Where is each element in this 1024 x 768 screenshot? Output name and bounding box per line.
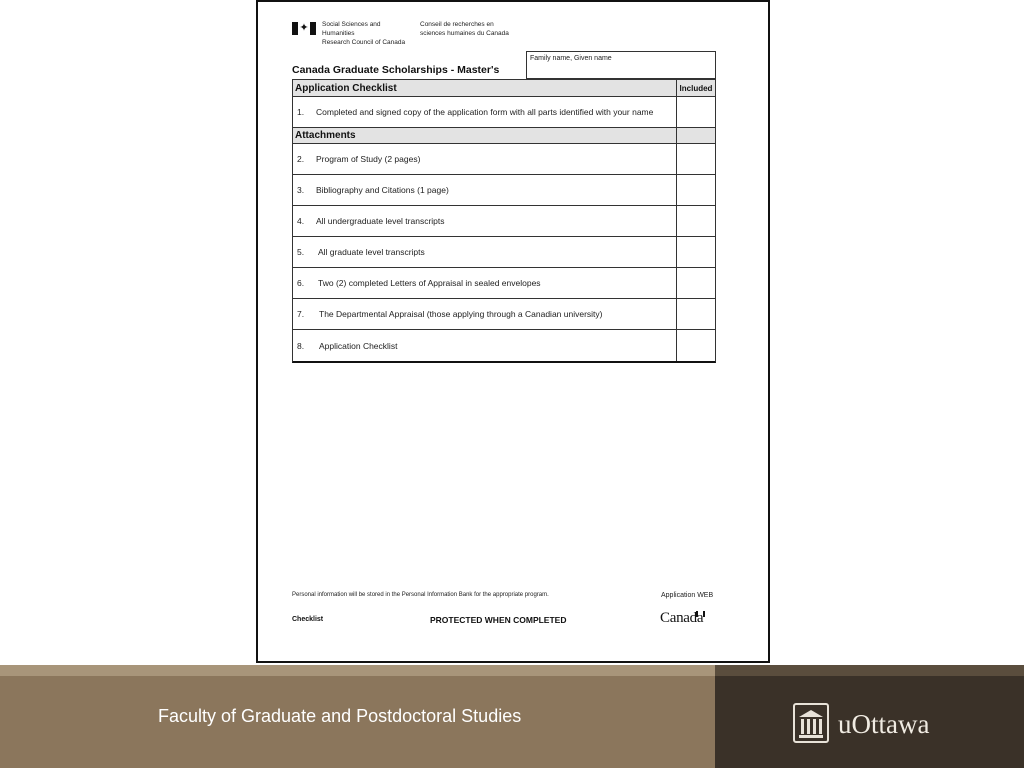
mini-flag-icon	[696, 611, 705, 617]
item-number: 4.	[297, 216, 305, 226]
faculty-name: Faculty of Graduate and Postdoctoral Studies	[158, 706, 522, 726]
footer-logo-band-accent	[715, 665, 1024, 676]
protected-notice: PROTECTED WHEN COMPLETED	[430, 615, 567, 625]
privacy-note: Personal information will be stored in the Personal Information Bank for the appropriate program.	[292, 592, 549, 598]
checklist-table	[292, 79, 716, 363]
agency-name-en	[322, 20, 414, 47]
form-name: Checklist	[292, 616, 324, 623]
item-text: Two (2) completed Letters of Appraisal in sealed envelopes	[318, 278, 541, 288]
item-number: 1.	[297, 107, 305, 117]
included-checkbox[interactable]	[676, 299, 715, 329]
item-number: 2.	[297, 154, 305, 164]
checklist-item	[293, 97, 715, 128]
application-web-label: Application WEB	[661, 592, 714, 599]
included-checkbox[interactable]	[676, 175, 715, 205]
scanned-document	[256, 0, 770, 663]
item-text: All graduate level transcripts	[318, 247, 425, 257]
checklist-item	[293, 268, 715, 299]
checklist-header-row	[293, 80, 715, 97]
included-checkbox[interactable]	[676, 206, 715, 236]
item-text: All undergraduate level transcripts	[316, 216, 445, 226]
document-title: Canada Graduate Scholarships - Master's	[292, 64, 500, 76]
item-number: 6.	[297, 278, 305, 288]
canada-wordmark	[660, 610, 703, 627]
included-checkbox[interactable]	[676, 330, 715, 361]
agency-fr-line2: sciences humaines du Canada	[420, 30, 509, 37]
name-field-label: Family name, Given name	[530, 55, 612, 62]
canada-flag-icon: ✦	[292, 22, 316, 35]
item-number: 8.	[297, 340, 305, 351]
checklist-item	[293, 299, 715, 330]
item-text: Bibliography and Citations (1 page)	[316, 185, 449, 195]
checklist-item	[293, 175, 715, 206]
item-number: 3.	[297, 185, 305, 195]
included-header: Included	[676, 80, 715, 96]
agency-name-fr	[420, 20, 520, 38]
included-checkbox[interactable]	[676, 144, 715, 174]
agency-en-line1: Social Sciences and Humanities	[322, 21, 381, 37]
item-number: 5.	[297, 247, 305, 257]
included-checkbox[interactable]	[676, 97, 715, 127]
item-text: Program of Study (2 pages)	[316, 154, 421, 164]
included-checkbox[interactable]	[676, 268, 715, 298]
name-field[interactable]	[526, 51, 716, 79]
agency-fr-line1: Conseil de recherches en	[420, 21, 494, 28]
checklist-item	[293, 330, 715, 361]
checklist-item	[293, 237, 715, 268]
item-text: Application Checklist	[319, 340, 398, 351]
included-checkbox[interactable]	[676, 237, 715, 267]
footer-band-accent	[0, 665, 715, 676]
checklist-header: Application Checklist	[295, 82, 397, 94]
university-wordmark: uOttawa	[838, 709, 930, 739]
attachments-header-row	[293, 128, 715, 144]
item-text: The Departmental Appraisal (those applying through a Canadian university)	[319, 309, 603, 319]
checklist-item	[293, 144, 715, 175]
building-columns-icon	[793, 703, 829, 743]
item-number: 7.	[297, 309, 305, 319]
checklist-item	[293, 206, 715, 237]
item-text: Completed and signed copy of the application form with all parts identified with your name	[316, 107, 654, 117]
agency-en-line2: Research Council of Canada	[322, 39, 406, 46]
agency-header	[292, 20, 520, 46]
attachments-header: Attachments	[295, 130, 356, 141]
canada-wordmark-text: Canada	[660, 610, 704, 626]
